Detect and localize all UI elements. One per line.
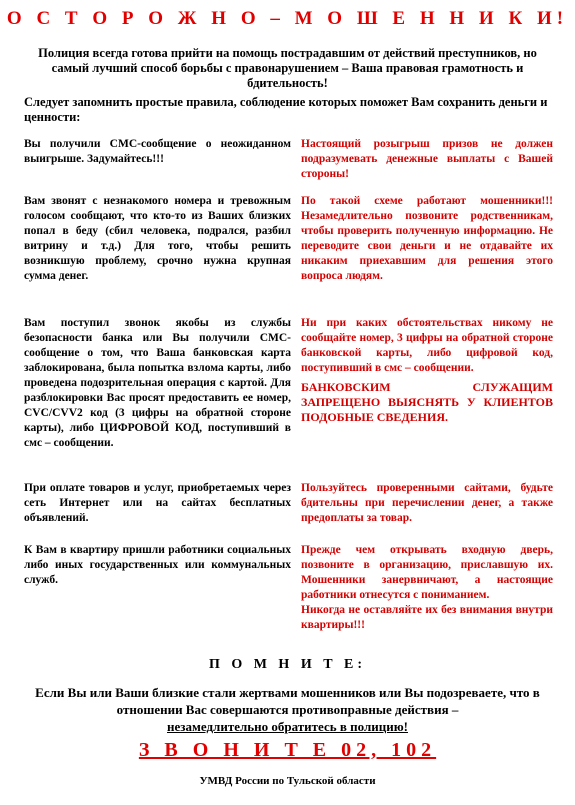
intro-rules-text: Следует запомнить простые правила, соблюдение которых поможет Вам сохранить деньги и ценности: [24,95,548,124]
advice-row [24,194,553,299]
advice-text: Прежде чем открывать входную дверь, позвоните в организацию, приславшую их. Мошенники занервничают, а настоящие работники отнесутся с пониманием. [301,544,553,601]
advice-text: Ни при каких обстоятельствах никому не сообщайте номер, 3 цифры на обратной стороне банковской карты, либо цифровой код, поступивший в смс – сообщении. [301,317,553,374]
situation-text: Вы получили СМС-сообщение о неожиданном выигрыше. Задумайтесь!!! [24,138,291,165]
warning-text-block [16,684,559,735]
situation-text: Вам звонят с незнакомого номера и тревожным голосом сообщают, что кто-то из Ваших близких попал в беду (сбил человека, подрался, разбил витрину и т.д.) Для того, чтобы решить возникшую проблему, срочно нужна крупная сумма денег. [24,195,291,282]
bank-warning-text: БАНКОВСКИМ СЛУЖАЩИМ ЗАПРЕЩЕНО ВЫЯСНЯТЬ У КЛИЕНТОВ ПОДОБНЫЕ СВЕДЕНИЯ. [301,380,553,424]
intro-text: Полиция всегда готова прийти на помощь пострадавшим от действий преступников, но самый лучший способ борьбы с правонарушением – Ваша правовая грамотность и бдительность! [38,46,537,90]
warning-text: Если Вы или Ваши близкие стали жертвами мошенников или Вы подозреваете, что в отношении Вас совершаются противоправные действия – [35,685,540,717]
advice-text: Пользуйтесь проверенными сайтами, будьте бдительны при перечислении денег, а также предоплаты за товар. [301,482,553,524]
advice-block [301,543,553,633]
advice-row [24,543,553,643]
advice-row [24,137,553,180]
advice-row [24,316,553,466]
advice-extra-text: Никогда не оставляйте их без внимания внутри квартиры!!! [301,604,553,631]
situation-text: Вам поступил звонок якобы из службы безопасности банка или Вы получили СМС-сообщение о том, что Ваша банковская карта заблокирована, была попытка взлома карты, либо проведена подозрительная операция с картой. Для разблокировки Вас просят предоставить ее номер, CVC/CVV2 код (3 цифры на обратной стороне карты), либо ЦИФРОВОЙ КОД, поступивший в смс – сообщении. [24,317,291,449]
situation-text: К Вам в квартиру пришли работники социальных либо иных государственных или коммунальных служб. [24,544,291,586]
call-numbers: З В О Н И Т Е 02, 102 [138,739,437,761]
advice-block [301,316,553,425]
remember-heading: П О М Н И Т Е: [208,657,367,672]
advice-text: Настоящий розыгрыш призов не должен подразумевать денежные выплаты с Вашей стороны! [301,138,553,180]
footer-organization: УМВД России по Тульской области [199,775,376,787]
advice-row [24,481,553,526]
situation-text: При оплате товаров и услуг, приобретаемых через сеть Интернет или на сайтах бесплатных объявлений. [24,482,291,524]
page-title: О С Т О Р О Ж Н О – М О Ш Е Н Н И К И! [6,8,569,29]
warning-action-text: незамедлительно обратитесь в полицию! [167,719,408,734]
advice-text: По такой схеме работают мошенники!!! Незамедлительно позвоните родственникам, чтобы проверить полученную информацию. Не переводите свои деньги и не отдавайте их никаким приехавшим для решения этого вопроса людям. [301,195,553,282]
